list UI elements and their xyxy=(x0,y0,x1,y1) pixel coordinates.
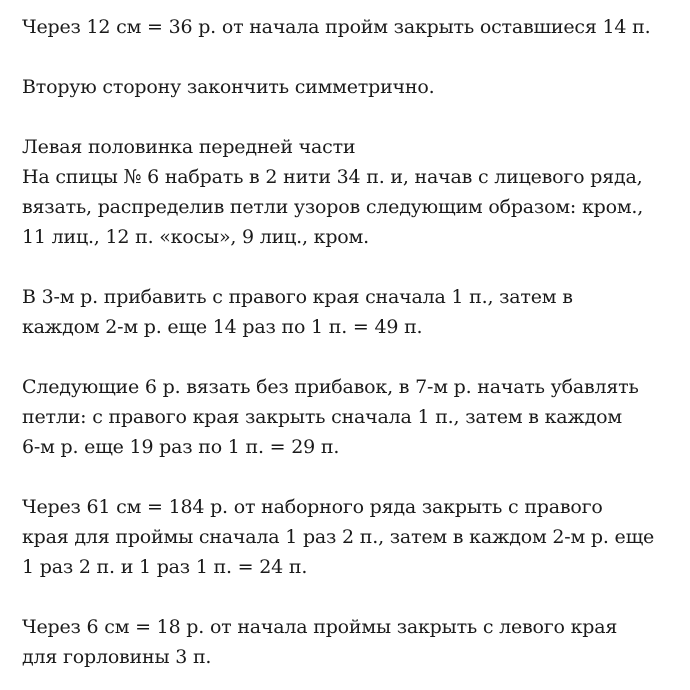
text-line: Через 6 см = 18 р. от начала проймы закрыть с левого края xyxy=(22,616,618,638)
text-line: Следующие 6 р. вязать без прибавок, в 7-м р. начать убавлять xyxy=(22,376,639,398)
text-line: Через 61 см = 184 р. от наборного ряда закрыть с правого xyxy=(22,496,603,518)
text-line: 11 лиц., 12 п. «косы», 9 лиц., кром. xyxy=(22,226,369,248)
text-line: края для проймы сначала 1 раз 2 п., затем в каждом 2-м р. еще xyxy=(22,526,655,548)
text-line: 1 раз 2 п. и 1 раз 1 п. = 24 п. xyxy=(22,556,308,578)
text-line: петли: с правого края закрыть сначала 1 п., затем в каждом xyxy=(22,406,622,428)
text-line: для горловины 3 п. xyxy=(22,646,212,668)
paragraph-armhole-close xyxy=(22,12,670,42)
paragraph-armhole-shaping xyxy=(22,492,670,582)
text-line: Вторую сторону закончить симметрично. xyxy=(22,76,435,98)
paragraph-left-front-half xyxy=(22,132,670,252)
paragraph-finish-symmetric xyxy=(22,72,670,102)
section-heading: Левая половинка передней части xyxy=(22,136,356,158)
text-line: 6-м р. еще 19 раз по 1 п. = 29 п. xyxy=(22,436,340,458)
text-line: Через 12 см = 36 р. от начала пройм закрыть оставшиеся 14 п. xyxy=(22,16,651,38)
text-line: На спицы № 6 набрать в 2 нити 34 п. и, начав с лицевого ряда, xyxy=(22,166,643,188)
paragraph-neckline xyxy=(22,612,670,672)
paragraph-increases xyxy=(22,282,670,342)
text-line: каждом 2-м р. еще 14 раз по 1 п. = 49 п. xyxy=(22,316,423,338)
paragraph-decreases xyxy=(22,372,670,462)
text-line: В 3-м р. прибавить с правого края сначала 1 п., затем в xyxy=(22,286,573,308)
text-line: вязать, распределив петли узоров следующим образом: кром., xyxy=(22,196,644,218)
